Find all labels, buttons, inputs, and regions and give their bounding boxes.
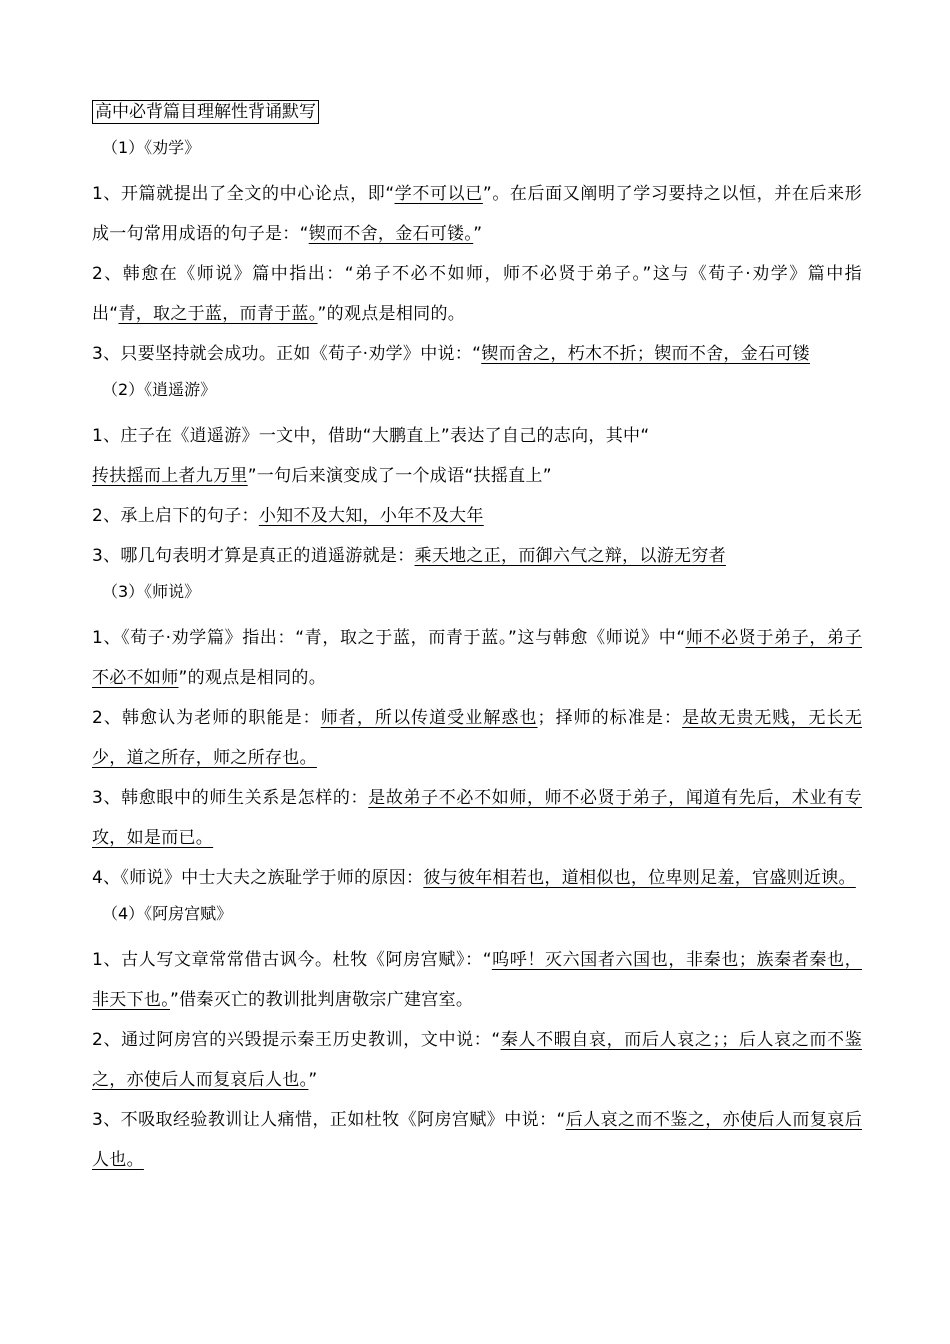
- prompt-text: 4、《师说》中士大夫之族耻学于师的原因：: [92, 868, 424, 888]
- question-item: [92, 334, 862, 374]
- question-item: [92, 416, 862, 496]
- answer-text: 学不可以已: [394, 184, 483, 204]
- prompt-text: 2、韩愈认为老师的职能是：: [92, 708, 321, 728]
- prompt-text: ”: [308, 1070, 318, 1090]
- question-item: [92, 254, 862, 334]
- question-item: [92, 496, 862, 536]
- prompt-text: 1、开篇就提出了全文的中心论点，即“: [92, 184, 395, 204]
- answer-text: 秦人不暇自哀，而后人哀之；；后人哀之而不鉴之，亦使后人而复哀后人也。: [92, 1030, 862, 1090]
- answer-text: 是故弟子不必不如师，师不必贤于弟子，闻道有先后，术业有专攻，如是而已。: [92, 788, 862, 848]
- prompt-text: 2、通过阿房宫的兴毁提示秦王历史教训，文中说：“: [92, 1030, 501, 1050]
- prompt-text: ”一句后来演变成了一个成语“扶摇直上”: [247, 466, 552, 486]
- section-heading: （2）《逍遥游》: [102, 380, 217, 399]
- prompt-text: ”: [473, 224, 483, 244]
- answer-text: 锲而不舍，金石可镂。: [308, 224, 474, 244]
- prompt-text: 3、哪几句表明才算是真正的逍遥游就是：: [92, 546, 415, 566]
- document-page: [92, 100, 862, 1180]
- question-item: [92, 174, 862, 254]
- prompt-text: 2、承上启下的句子：: [92, 506, 259, 526]
- question-item: [92, 1020, 862, 1100]
- answer-text: 师者，所以传道受业解惑也: [320, 708, 538, 728]
- answer-text: 抟扶摇而上者九万里: [92, 466, 248, 486]
- document-body: [92, 138, 862, 1180]
- answer-text: 小知不及大知，小年不及大年: [258, 506, 484, 526]
- document-title: 高中必背篇目理解性背诵默写: [92, 100, 319, 124]
- answer-text: 是故无贵无贱，无长无少，道之所存，师之所存也。: [92, 708, 862, 768]
- prompt-text: 1、古人写文章常常借古讽今。杜牧《阿房宫赋》：“: [92, 950, 492, 970]
- prompt-text: ”。在后面又阐明了学习要持之以恒，并在后来形成一句常用成语的句子是：“: [92, 184, 863, 244]
- prompt-text: 3、不吸取经验教训让人痛惜，正如杜牧《阿房宫赋》中说：“: [92, 1110, 566, 1130]
- prompt-text: ”的观点是相同的。: [317, 304, 466, 324]
- prompt-text: 1、庄子在《逍遥游》一文中，借助“大鹏直上”表达了自己的志向，其中“: [92, 426, 650, 446]
- question-item: [92, 536, 862, 576]
- question-item: [92, 1100, 862, 1180]
- section-heading: （1）《劝学》: [102, 138, 201, 157]
- question-item: [92, 618, 862, 698]
- answer-text: 彼与彼年相若也，道相似也，位卑则足羞，官盛则近谀。: [423, 868, 856, 888]
- prompt-text: 3、韩愈眼中的师生关系是怎样的：: [92, 788, 369, 808]
- question-item: [92, 698, 862, 778]
- answer-text: 后人哀之而不鉴之，亦使后人而复哀后人也。: [92, 1110, 862, 1170]
- prompt-text: 2、韩愈在《师说》篇中指出：“弟子不必不如师，师不必贤于弟子。”这与《荀子·劝学》篇中指出“: [92, 264, 862, 324]
- prompt-text: ”的观点是相同的。: [178, 668, 327, 688]
- answer-text: 呜呼！灭六国者六国也，非秦也；族秦者秦也，非天下也。: [92, 950, 862, 1010]
- prompt-text: ；择师的标准是：: [537, 708, 683, 728]
- question-item: [92, 778, 862, 858]
- answer-text: 青，取之于蓝，而青于蓝。: [118, 304, 318, 324]
- question-item: [92, 940, 862, 1020]
- prompt-text: 1、《荀子·劝学篇》指出：“青，取之于蓝，而青于蓝。”这与韩愈《师说》中“: [92, 628, 686, 648]
- prompt-text: ”借秦灭亡的教训批判唐敬宗广建宫室。: [170, 990, 474, 1010]
- answer-text: 师不必贤于弟子，弟子不必不如师: [92, 628, 863, 688]
- answer-text: 锲而舍之，朽木不折；锲而不舍，金石可镂: [481, 344, 810, 364]
- section-heading: （3）《师说》: [102, 582, 201, 601]
- answer-text: 乘天地之正，而御六气之辩，以游无穷者: [414, 546, 726, 566]
- question-item: [92, 858, 862, 898]
- prompt-text: 3、只要坚持就会成功。正如《荀子·劝学》中说：“: [92, 344, 482, 364]
- section-heading: （4）《阿房宫赋》: [102, 904, 233, 923]
